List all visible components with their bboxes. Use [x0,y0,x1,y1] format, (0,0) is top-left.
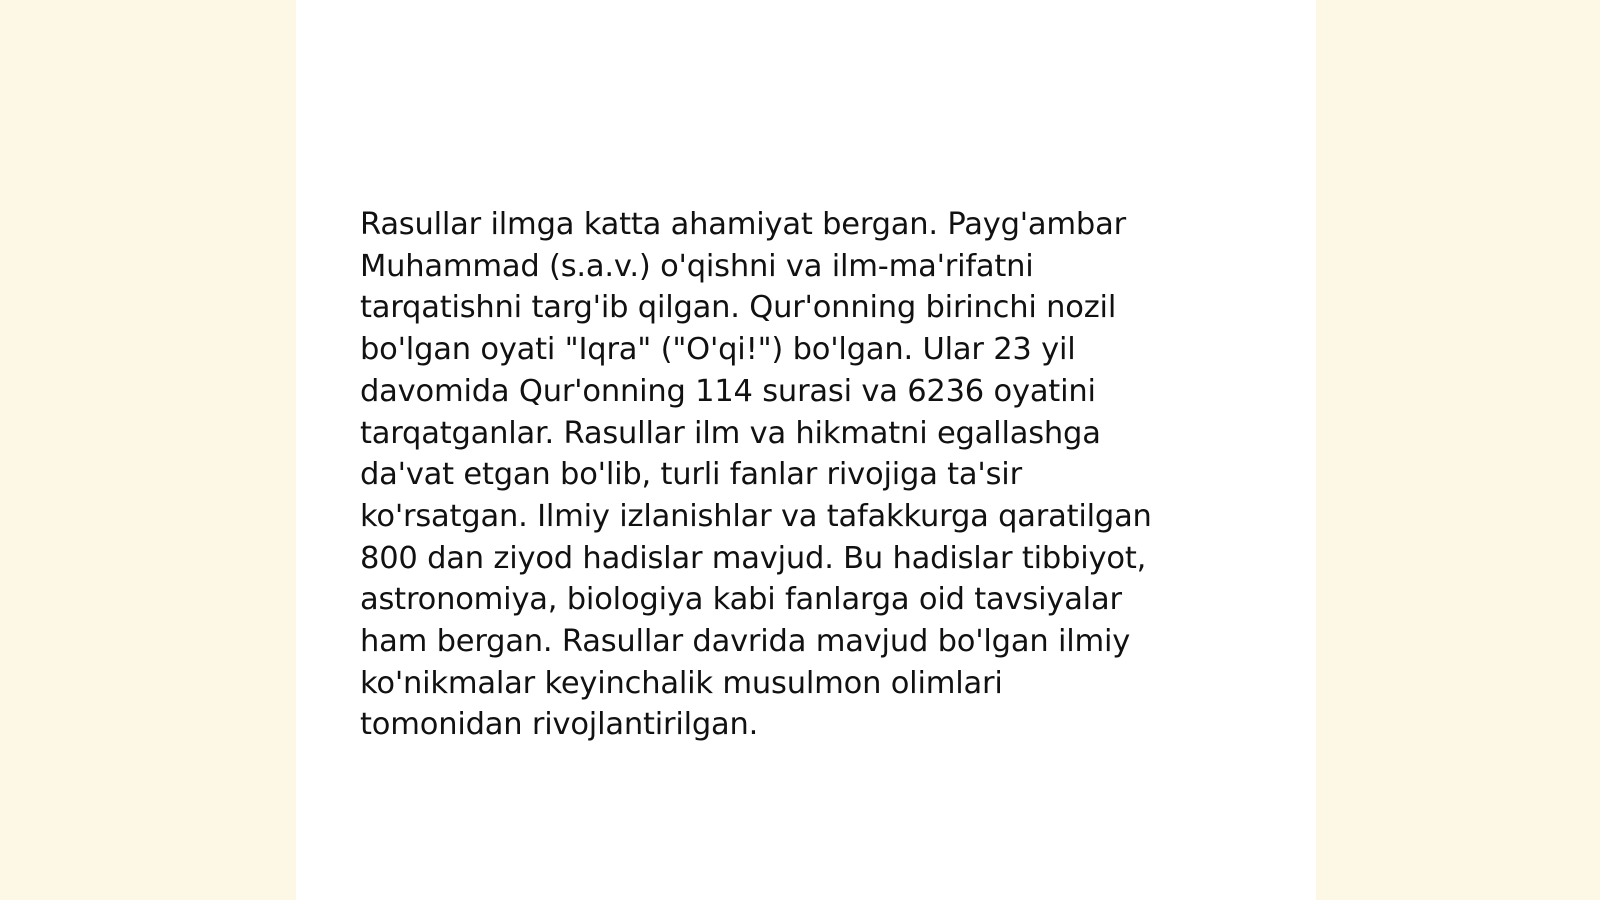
paragraph-line-1: Rasullar ilmga katta ahamiyat bergan. Payg'ambar [360,207,1126,242]
paragraph-line-12: ko'nikmalar keyinchalik musulmon olimlari [360,665,1003,701]
paragraph-line-3: tarqatishni targ'ib qilgan. Qur'onning birinchi nozil [360,290,1117,326]
body-paragraph [360,204,1260,746]
paragraph-line-11: ham bergan. Rasullar davrida mavjud bo'lgan ilmiy [360,624,1131,660]
paragraph-line-6: tarqatganlar. Rasullar ilm va hikmatni egallashga [360,415,1101,451]
slide-page [296,0,1316,900]
paragraph-line-13: tomonidan rivojlantirilgan. [360,707,759,743]
paragraph-line-7: da'vat etgan bo'lib, turli fanlar rivojiga ta'sir [360,457,1022,493]
paragraph-line-9: 800 dan ziyod hadislar mavjud. Bu hadislar tibbiyot, [360,540,1147,576]
paragraph-line-5: davomida Qur'onning 114 surasi va 6236 oyatini [360,373,1096,409]
paragraph-line-8: ko'rsatgan. Ilmiy izlanishlar va tafakkurga qaratilgan [360,498,1152,534]
paragraph-line-2: Muhammad (s.a.v.) o'qishni va ilm-ma'rifatni [360,248,1034,284]
paragraph-line-4: bo'lgan oyati "Iqra" ("O'qi!") bo'lgan. Ular 23 yil [360,332,1076,368]
paragraph-line-10: astronomiya, biologiya kabi fanlarga oid tavsiyalar [360,582,1122,618]
